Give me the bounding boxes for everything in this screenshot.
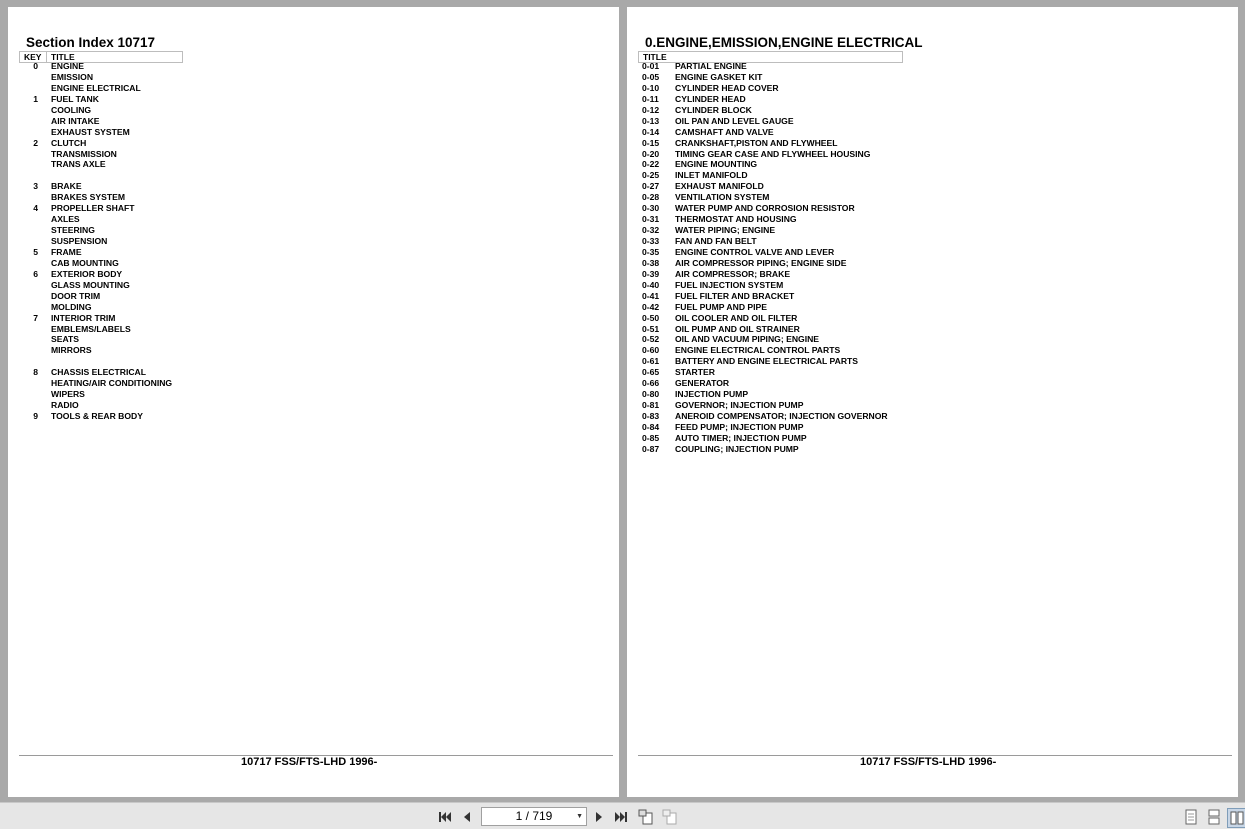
list-item[interactable]: [20, 159, 220, 170]
rotate-icon[interactable]: [637, 808, 655, 826]
list-item[interactable]: [20, 400, 220, 411]
chevron-down-icon[interactable]: ▼: [576, 813, 583, 820]
list-item[interactable]: [642, 192, 942, 203]
item-key: 0-22: [642, 159, 660, 170]
item-title: CYLINDER BLOCK: [675, 104, 752, 115]
first-page-icon[interactable]: [436, 808, 454, 826]
item-key: 6: [33, 268, 38, 279]
list-item[interactable]: [642, 61, 942, 72]
item-key: 0-65: [642, 367, 660, 378]
list-item[interactable]: [642, 356, 942, 367]
item-key: 0-11: [642, 93, 659, 104]
list-item[interactable]: [642, 236, 942, 247]
item-title: HEATING/AIR CONDITIONING: [51, 378, 173, 389]
page-indicator: 1 / 719: [515, 809, 553, 823]
item-title: WATER PUMP AND CORROSION RESISTOR: [675, 203, 855, 214]
item-key: 0-13: [642, 115, 660, 126]
list-item[interactable]: [642, 94, 942, 105]
item-key: 0-40: [642, 279, 660, 290]
header-key: KEY: [24, 52, 42, 62]
item-title: CAB MOUNTING: [51, 257, 119, 268]
item-title: SUSPENSION: [51, 236, 108, 246]
item-title: FEED PUMP; INJECTION PUMP: [675, 421, 804, 432]
list-item[interactable]: [20, 258, 220, 269]
item-key: 0-10: [642, 82, 660, 93]
item-title: TIMING GEAR CASE AND FLYWHEEL HOUSING: [675, 148, 871, 159]
item-key: 0-87: [642, 443, 660, 454]
item-key: 0-01: [642, 61, 660, 71]
item-key: 0-83: [642, 411, 660, 421]
item-key: 0-20: [642, 148, 660, 159]
item-title: GLASS MOUNTING: [51, 279, 130, 290]
item-key: 8: [33, 367, 38, 378]
item-title: MIRRORS: [51, 345, 92, 356]
list-item[interactable]: [20, 83, 220, 94]
list-item[interactable]: [20, 324, 220, 335]
list-item[interactable]: [20, 236, 220, 247]
item-key: 0-28: [642, 192, 660, 203]
item-key: 0-42: [642, 301, 660, 312]
item-key: 0-80: [642, 389, 660, 400]
next-page-icon[interactable]: [590, 808, 608, 826]
bottom-toolbar: [0, 802, 1245, 829]
list-item[interactable]: [20, 105, 220, 116]
list-item[interactable]: [20, 378, 220, 389]
list-item[interactable]: [642, 203, 942, 214]
item-title: FRAME: [51, 246, 82, 257]
item-title: TOOLS & REAR BODY: [51, 411, 143, 421]
item-title: THERMOSTAT AND HOUSING: [675, 214, 797, 225]
item-key: 0-38: [642, 257, 660, 268]
list-item[interactable]: [642, 367, 942, 378]
header-title: TITLE: [643, 52, 667, 62]
item-title: OIL PAN AND LEVEL GAUGE: [675, 115, 794, 126]
left-page: [8, 7, 619, 797]
item-title: CYLINDER HEAD COVER: [675, 82, 779, 93]
list-item[interactable]: [642, 214, 942, 225]
item-key: 0-51: [642, 323, 660, 334]
list-item[interactable]: [20, 389, 220, 400]
item-key: 0-66: [642, 378, 660, 389]
item-title: CYLINDER HEAD: [675, 93, 746, 104]
item-title: CHASSIS ELECTRICAL: [51, 367, 147, 378]
list-item[interactable]: [20, 170, 220, 181]
item-title: ENGINE MOUNTING: [675, 159, 758, 170]
list-item[interactable]: [20, 356, 220, 367]
item-key: 0-27: [642, 181, 660, 192]
item-title: ANEROID COMPENSATOR; INJECTION GOVERNOR: [675, 411, 888, 421]
list-item[interactable]: [642, 324, 942, 335]
last-page-icon[interactable]: [612, 808, 630, 826]
item-title: CAMSHAFT AND VALVE: [675, 126, 774, 137]
list-item[interactable]: [642, 105, 942, 116]
right-page: [627, 7, 1238, 797]
item-title: ENGINE CONTROL VALVE AND LEVER: [675, 246, 835, 257]
item-title: PARTIAL ENGINE: [675, 61, 747, 71]
item-key: 0-25: [642, 170, 660, 181]
item-key: 0-50: [642, 312, 660, 323]
item-key: 0-85: [642, 432, 660, 443]
list-item[interactable]: [20, 345, 220, 356]
list-item[interactable]: [20, 269, 220, 280]
item-title: EMBLEMS/LABELS: [51, 323, 131, 334]
list-item[interactable]: [642, 411, 942, 422]
list-item[interactable]: [20, 127, 220, 138]
list-item[interactable]: [642, 302, 942, 313]
item-title: STARTER: [675, 367, 715, 378]
page-footer: 10717 FSS/FTS-LHD 1996-: [860, 756, 997, 768]
list-item[interactable]: [642, 138, 942, 149]
item-title: CLUTCH: [51, 137, 87, 148]
two-page-view-icon[interactable]: [1227, 808, 1245, 828]
page-title: 0.ENGINE,EMISSION,ENGINE ELECTRICAL: [645, 35, 923, 50]
list-item[interactable]: [642, 83, 942, 94]
item-title: BRAKES SYSTEM: [51, 192, 126, 203]
list-item[interactable]: [20, 280, 220, 291]
item-title: PROPELLER SHAFT: [51, 203, 135, 214]
item-key: 1: [33, 93, 38, 104]
list-item[interactable]: [642, 181, 942, 192]
item-title: OIL AND VACUUM PIPING; ENGINE: [675, 334, 820, 345]
item-key: 0-15: [642, 137, 660, 148]
list-item[interactable]: [642, 334, 942, 345]
item-title: WIPERS: [51, 389, 85, 400]
item-key: 0-81: [642, 400, 660, 411]
item-key: 0-12: [642, 104, 660, 115]
list-item[interactable]: [642, 378, 942, 389]
list-item[interactable]: [642, 400, 942, 411]
list-item[interactable]: [642, 127, 942, 138]
list-item[interactable]: [642, 444, 942, 455]
item-title: EXHAUST SYSTEM: [51, 126, 130, 137]
list-item[interactable]: [20, 247, 220, 258]
item-key: 0-84: [642, 421, 660, 432]
prev-page-icon[interactable]: [458, 808, 476, 826]
item-title: WATER PIPING; ENGINE: [675, 225, 776, 236]
header-title: TITLE: [51, 52, 75, 62]
item-key: 0-31: [642, 214, 660, 225]
item-title: EXHAUST MANIFOLD: [675, 181, 764, 192]
item-title: BATTERY AND ENGINE ELECTRICAL PARTS: [675, 356, 859, 367]
item-title: OIL COOLER AND OIL FILTER: [675, 312, 798, 323]
item-title: INJECTION PUMP: [675, 389, 749, 400]
item-key: 0-41: [642, 290, 660, 301]
item-key: 2: [33, 137, 38, 148]
item-key: 3: [33, 181, 38, 192]
list-item[interactable]: [642, 433, 942, 444]
list-item[interactable]: [642, 291, 942, 302]
item-title: STEERING: [51, 225, 95, 236]
item-title: AIR COMPRESSOR; BRAKE: [675, 268, 791, 279]
item-key: 0-60: [642, 345, 660, 356]
item-title: AIR INTAKE: [51, 115, 100, 126]
list-item[interactable]: [642, 389, 942, 400]
item-title: FUEL PUMP AND PIPE: [675, 301, 768, 312]
list-item[interactable]: [20, 302, 220, 313]
item-title: FUEL TANK: [51, 93, 99, 104]
item-key: 0-52: [642, 334, 660, 345]
continuous-view-icon[interactable]: [1205, 808, 1223, 826]
item-title: COOLING: [51, 104, 92, 115]
item-key: 7: [33, 312, 38, 323]
list-item[interactable]: [642, 225, 942, 236]
item-title: INTERIOR TRIM: [51, 312, 116, 323]
item-title: FUEL INJECTION SYSTEM: [675, 279, 784, 290]
list-item[interactable]: [20, 214, 220, 225]
list-item[interactable]: [642, 170, 942, 181]
list-item[interactable]: [20, 291, 220, 302]
item-key: 0: [33, 61, 38, 71]
item-title: DOOR TRIM: [51, 290, 101, 301]
list-item[interactable]: [20, 61, 220, 72]
list-item[interactable]: [20, 411, 220, 422]
list-item[interactable]: [642, 422, 942, 433]
item-title: COUPLING; INJECTION PUMP: [675, 443, 799, 454]
list-item[interactable]: [642, 116, 942, 127]
item-key: 0-39: [642, 268, 660, 279]
item-key: 0-33: [642, 236, 660, 246]
single-page-view-icon[interactable]: [1182, 808, 1200, 826]
item-title: AXLES: [51, 214, 80, 225]
item-title: EXTERIOR BODY: [51, 268, 123, 279]
item-title: AUTO TIMER; INJECTION PUMP: [675, 432, 807, 443]
item-title: OIL PUMP AND OIL STRAINER: [675, 323, 800, 334]
item-title: INLET MANIFOLD: [675, 170, 748, 181]
rotate-alt-icon[interactable]: [661, 808, 679, 826]
list-item[interactable]: [20, 367, 220, 378]
item-title: SEATS: [51, 334, 80, 345]
item-title: FUEL FILTER AND BRACKET: [675, 290, 795, 301]
list-item[interactable]: [20, 225, 220, 236]
list-item[interactable]: [20, 181, 220, 192]
page-title: Section Index 10717: [26, 35, 156, 50]
list-item[interactable]: [20, 149, 220, 160]
item-title: FAN AND FAN BELT: [675, 236, 757, 246]
item-key: 9: [33, 411, 38, 421]
item-title: MOLDING: [51, 301, 92, 312]
item-title: AIR COMPRESSOR PIPING; ENGINE SIDE: [675, 257, 847, 268]
list-item[interactable]: [642, 149, 942, 160]
item-title: ENGINE ELECTRICAL: [51, 82, 141, 93]
list-item[interactable]: [20, 138, 220, 149]
item-title: ENGINE: [51, 61, 84, 71]
item-title: GENERATOR: [675, 378, 730, 389]
item-title: BRAKE: [51, 181, 82, 192]
item-title: CRANKSHAFT,PISTON AND FLYWHEEL: [675, 137, 838, 148]
item-title: RADIO: [51, 400, 79, 411]
item-key: 0-05: [642, 71, 660, 82]
item-key: 5: [33, 246, 38, 257]
section-list: [20, 61, 220, 422]
list-item[interactable]: [20, 203, 220, 214]
list-item[interactable]: [20, 192, 220, 203]
item-key: 0-14: [642, 126, 660, 137]
item-title: VENTILATION SYSTEM: [675, 192, 770, 203]
list-item[interactable]: [642, 258, 942, 269]
item-key: 0-61: [642, 356, 660, 367]
item-key: 0-30: [642, 203, 660, 214]
list-item[interactable]: [642, 280, 942, 291]
list-item[interactable]: [20, 313, 220, 324]
list-item[interactable]: [642, 269, 942, 280]
list-item[interactable]: [642, 345, 942, 356]
list-item[interactable]: [20, 94, 220, 105]
list-item[interactable]: [642, 159, 942, 170]
item-title: ENGINE ELECTRICAL CONTROL PARTS: [675, 345, 841, 356]
item-title: TRANSMISSION: [51, 148, 117, 159]
item-key: 4: [33, 203, 38, 214]
list-item[interactable]: [20, 72, 220, 83]
subsection-list: [642, 61, 942, 455]
item-title: ENGINE GASKET KIT: [675, 71, 763, 82]
list-item[interactable]: [20, 334, 220, 345]
item-title: GOVERNOR; INJECTION PUMP: [675, 400, 804, 411]
page-footer: 10717 FSS/FTS-LHD 1996-: [241, 756, 378, 768]
list-item[interactable]: [642, 247, 942, 258]
list-item[interactable]: [642, 72, 942, 83]
list-item[interactable]: [20, 116, 220, 127]
item-key: 0-35: [642, 246, 660, 257]
item-title: TRANS AXLE: [51, 159, 106, 170]
list-item[interactable]: [642, 313, 942, 324]
item-title: EMISSION: [51, 71, 94, 82]
page-number-input[interactable]: [481, 807, 587, 826]
item-key: 0-32: [642, 225, 660, 236]
